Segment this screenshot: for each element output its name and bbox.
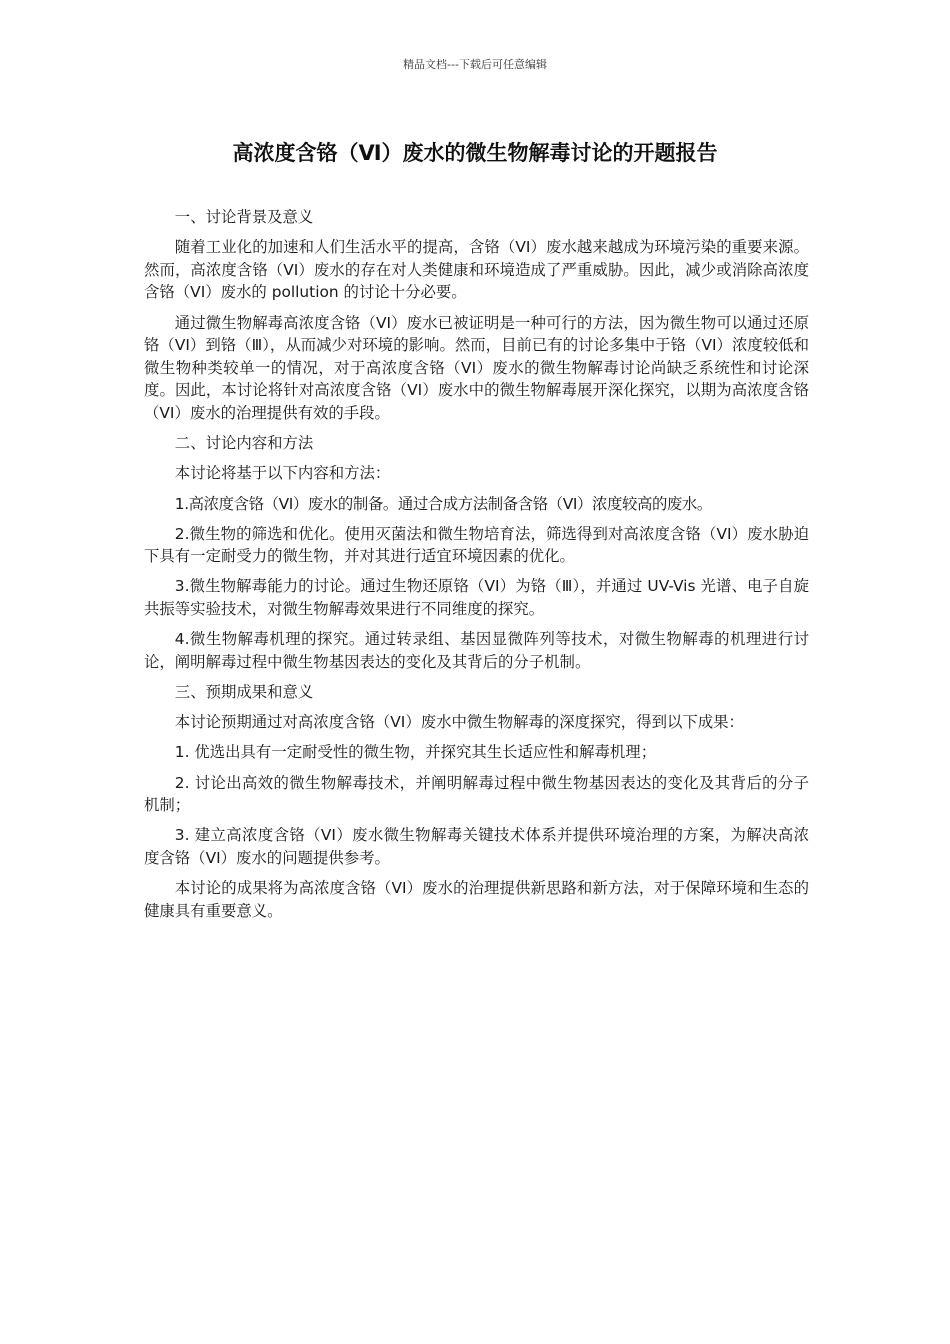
list-item-method-4: 4.微生物解毒机理的探究。通过转录组、基因显微阵列等技术，对微生物解毒的机理进行讨论，阐明解毒过程中微生物基因表达的变化及其背后的分子机制。 bbox=[144, 630, 809, 671]
document-title: 高浓度含铬（Ⅵ）废水的微生物解毒讨论的开题报告 bbox=[232, 141, 718, 165]
paragraph-methods-intro: 本讨论将基于以下内容和方法： bbox=[174, 464, 391, 483]
document-body bbox=[144, 206, 809, 930]
paragraph-results-intro: 本讨论预期通过对高浓度含铬（VI）废水中微生物解毒的深度探究，得到以下成果： bbox=[174, 713, 744, 732]
list-item-result-3: 3. 建立高浓度含铬（VI）废水微生物解毒关键技术体系并提供环境治理的方案，为解决高浓度含铬（VI）废水的问题提供参考。 bbox=[144, 826, 809, 867]
section-heading-content-methods: 二、讨论内容和方法 bbox=[174, 434, 314, 453]
paragraph-background-1: 随着工业化的加速和人们生活水平的提高，含铬（VI）废水越来越成为环境污染的重要来源。然而，高浓度含铬（VI）废水的存在对人类健康和环境造成了严重威胁。因此，减少或消除高浓度含铬（VI）废水的 pollution 的讨论十分必要。 bbox=[144, 238, 809, 302]
paragraph-background-2: 通过微生物解毒高浓度含铬（VI）废水已被证明是一种可行的方法，因为微生物可以通过还原铬（VI）到铬（Ⅲ），从而减少对环境的影响。然而，目前已有的讨论多集中于铬（VI）浓度较低和微生物种类较单一的情况，对于高浓度含铬（VI）废水的微生物解毒讨论尚缺乏系统性和讨论深度。因此，本讨论将针对高浓度含铬（VI）废水中的微生物解毒展开深化探究，以期为高浓度含铬（VI）废水的治理提供有效的手段。 bbox=[144, 313, 809, 422]
list-item-method-2: 2.微生物的筛选和优化。使用灭菌法和微生物培育法，筛选得到对高浓度含铬（VI）废水胁迫下具有一定耐受力的微生物，并对其进行适宜环境因素的优化。 bbox=[144, 524, 809, 566]
section-heading-background: 一、讨论背景及意义 bbox=[174, 208, 314, 226]
list-item-result-2: 2. 讨论出高效的微生物解毒技术，并阐明解毒过程中微生物基因表达的变化及其背后的分子机制； bbox=[144, 773, 809, 815]
header-watermark: 精品文档---下载后可任意编辑 bbox=[403, 58, 547, 71]
section-heading-expected-results: 三、预期成果和意义 bbox=[174, 683, 314, 702]
list-item-method-3: 3.微生物解毒能力的讨论。通过生物还原铬（VI）为铬（Ⅲ），并通过 UV-Vis 光谱、电子自旋共振等实验技术，对微生物解毒效果进行不同维度的探究。 bbox=[144, 577, 809, 619]
list-item-method-1: 1.高浓度含铬（VI）废水的制备。通过合成方法制备含铬（VI）浓度较高的废水。 bbox=[174, 494, 712, 513]
list-item-result-1: 1. 优选出具有一定耐受性的微生物，并探究其生长适应性和解毒机理； bbox=[174, 743, 657, 762]
paragraph-conclusion: 本讨论的成果将为高浓度含铬（VI）废水的治理提供新思路和新方法，对于保障环境和生态的健康具有重要意义。 bbox=[144, 879, 809, 920]
